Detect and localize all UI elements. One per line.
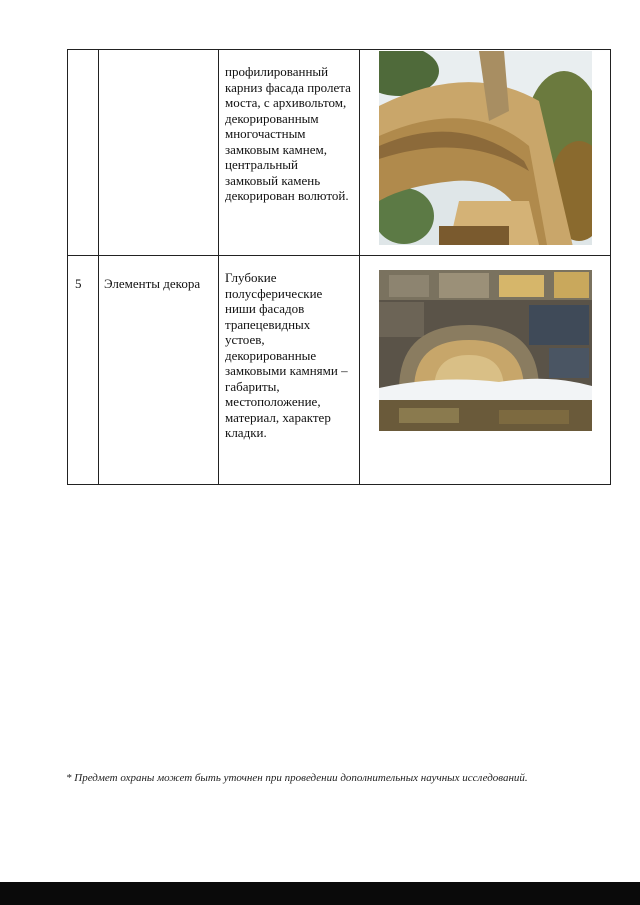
description-cell (219, 50, 360, 256)
row-number (68, 50, 98, 70)
element-name-cell (99, 50, 219, 256)
bridge-arch-photo (379, 51, 592, 245)
niche-in-wall-photo (379, 270, 592, 431)
heritage-elements-table (67, 49, 611, 485)
row-number-cell (68, 50, 99, 256)
element-name-cell (99, 256, 219, 485)
table-row (68, 50, 611, 256)
description-cell (219, 256, 360, 485)
scan-edge-bar (0, 882, 640, 905)
element-name (99, 50, 218, 70)
photo-cell (360, 256, 611, 485)
row-number: 5 (75, 276, 82, 291)
footnote: * Предмет охраны может быть уточнен при проведении дополнительных научных исследований. (66, 772, 528, 784)
element-description: профилированный карниз фасада пролета моста, с архивольтом, декорированным многочастным замковым камнем, центральный замковый камень декорирован волютой. (225, 64, 351, 203)
row-number-cell (68, 256, 99, 485)
element-description: Глубокие полусферические ниши фасадов трапецевидных устоев, декорированные замковыми камнями – габариты, местоположение, материал, характер кладки. (225, 270, 348, 440)
element-name: Элементы декора (104, 276, 201, 291)
table-row (68, 256, 611, 485)
photo-cell (360, 50, 611, 256)
